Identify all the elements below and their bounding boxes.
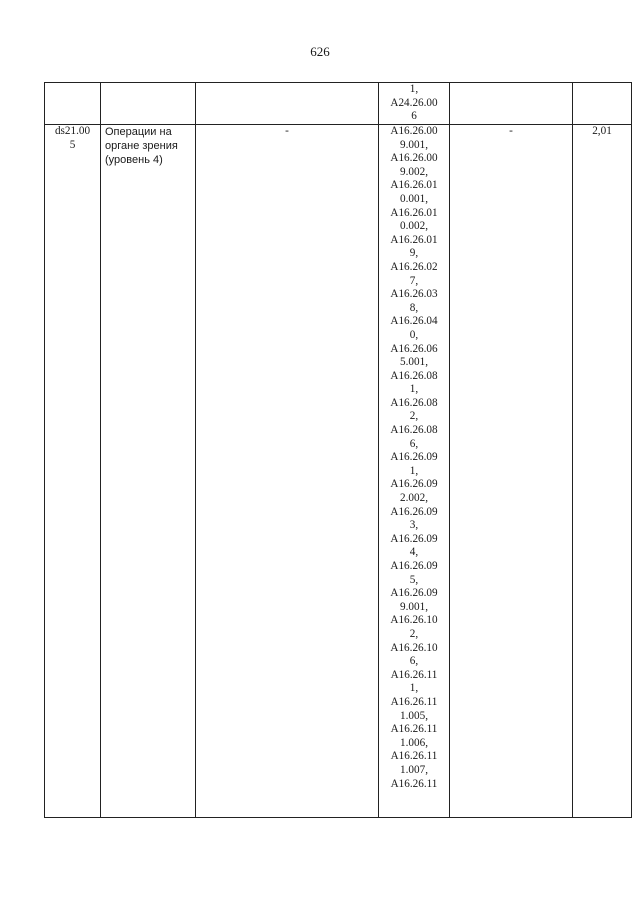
service-line: 6, [409, 437, 419, 450]
service-line: 1.007, [400, 763, 428, 776]
code-line: 5 [69, 138, 76, 151]
service-line: 6 [411, 110, 417, 123]
service-line: A16.26.04 [390, 315, 438, 328]
service-line: A16.26.01 [390, 179, 438, 192]
service-line: 7, [409, 274, 419, 287]
cell-mkb [196, 83, 379, 125]
cell-other: - [450, 125, 573, 818]
service-line: A16.26.09 [390, 587, 438, 600]
service-line: 0.002, [400, 220, 428, 233]
service-line: A16.26.11 [390, 750, 438, 763]
cell-services [379, 83, 450, 125]
service-line: A16.26.03 [390, 288, 438, 301]
service-line: 9, [409, 247, 419, 260]
service-line: A16.26.11 [390, 668, 438, 681]
service-line: A16.26.09 [390, 560, 438, 572]
cell-mkb: - [196, 125, 379, 818]
service-line: A16.26.00 [390, 125, 438, 137]
service-line: 1.006, [400, 736, 428, 749]
service-line: 1.005, [400, 709, 428, 722]
cell-services [379, 125, 450, 818]
service-line: 1, [409, 83, 419, 95]
service-line: A16.26.08 [390, 369, 438, 382]
service-line: A16.26.10 [390, 641, 438, 654]
name-line: (уровень 4) [105, 154, 163, 166]
service-line: 0, [409, 328, 419, 341]
service-line: 9.002, [400, 165, 428, 178]
service-line: 8, [409, 301, 419, 314]
tariff-table [44, 82, 632, 818]
service-line: 2, [409, 627, 419, 640]
cell-code [45, 83, 101, 125]
service-line: A16.26.00 [390, 152, 438, 165]
service-line: 1, [409, 682, 419, 695]
service-line: 3, [409, 519, 419, 532]
service-line: 6, [409, 655, 419, 668]
service-line: A16.26.01 [390, 233, 438, 246]
name-line: органе зрения [105, 140, 178, 152]
cell-coefficient: 2,01 [573, 125, 632, 818]
code-line: ds21.00 [54, 125, 91, 137]
table-row-continued [45, 83, 632, 125]
service-line: A16.26.01 [390, 206, 438, 219]
table-row-ds21-005 [45, 125, 632, 818]
service-line: A16.26.06 [390, 342, 438, 355]
service-line: A24.26.00 [390, 96, 438, 109]
service-line: A16.26.08 [390, 424, 438, 437]
service-line: A16.26.09 [390, 478, 438, 491]
cell-coefficient [573, 83, 632, 125]
page-number: 626 [310, 44, 330, 59]
cell-name [101, 83, 196, 125]
service-line: 4, [409, 546, 419, 559]
service-line: 5.001, [400, 356, 428, 369]
service-line: A16.26.02 [390, 260, 438, 273]
service-line: A16.26.09 [390, 532, 438, 545]
service-line: A16.26.11 [390, 723, 438, 736]
service-line: A16.26.10 [390, 614, 438, 627]
service-line: A16.26.09 [390, 451, 438, 464]
service-line: A16.26.09 [390, 505, 438, 518]
service-line: 0.001, [400, 192, 428, 205]
cell-code [45, 125, 101, 818]
service-line: 1, [409, 383, 419, 396]
service-line: 1, [409, 464, 419, 477]
service-line: 5, [409, 573, 419, 586]
service-line: A16.26.11 [390, 777, 438, 790]
service-line: A16.26.11 [390, 695, 438, 708]
service-line: A16.26.08 [390, 396, 438, 409]
name-line: Операции на [105, 126, 172, 138]
service-line: 2.002, [400, 492, 428, 505]
cell-other [450, 83, 573, 125]
service-line: 9.001, [400, 600, 428, 613]
service-line: 2, [409, 410, 419, 423]
cell-name [101, 125, 196, 818]
service-line: 9.001, [400, 138, 428, 151]
